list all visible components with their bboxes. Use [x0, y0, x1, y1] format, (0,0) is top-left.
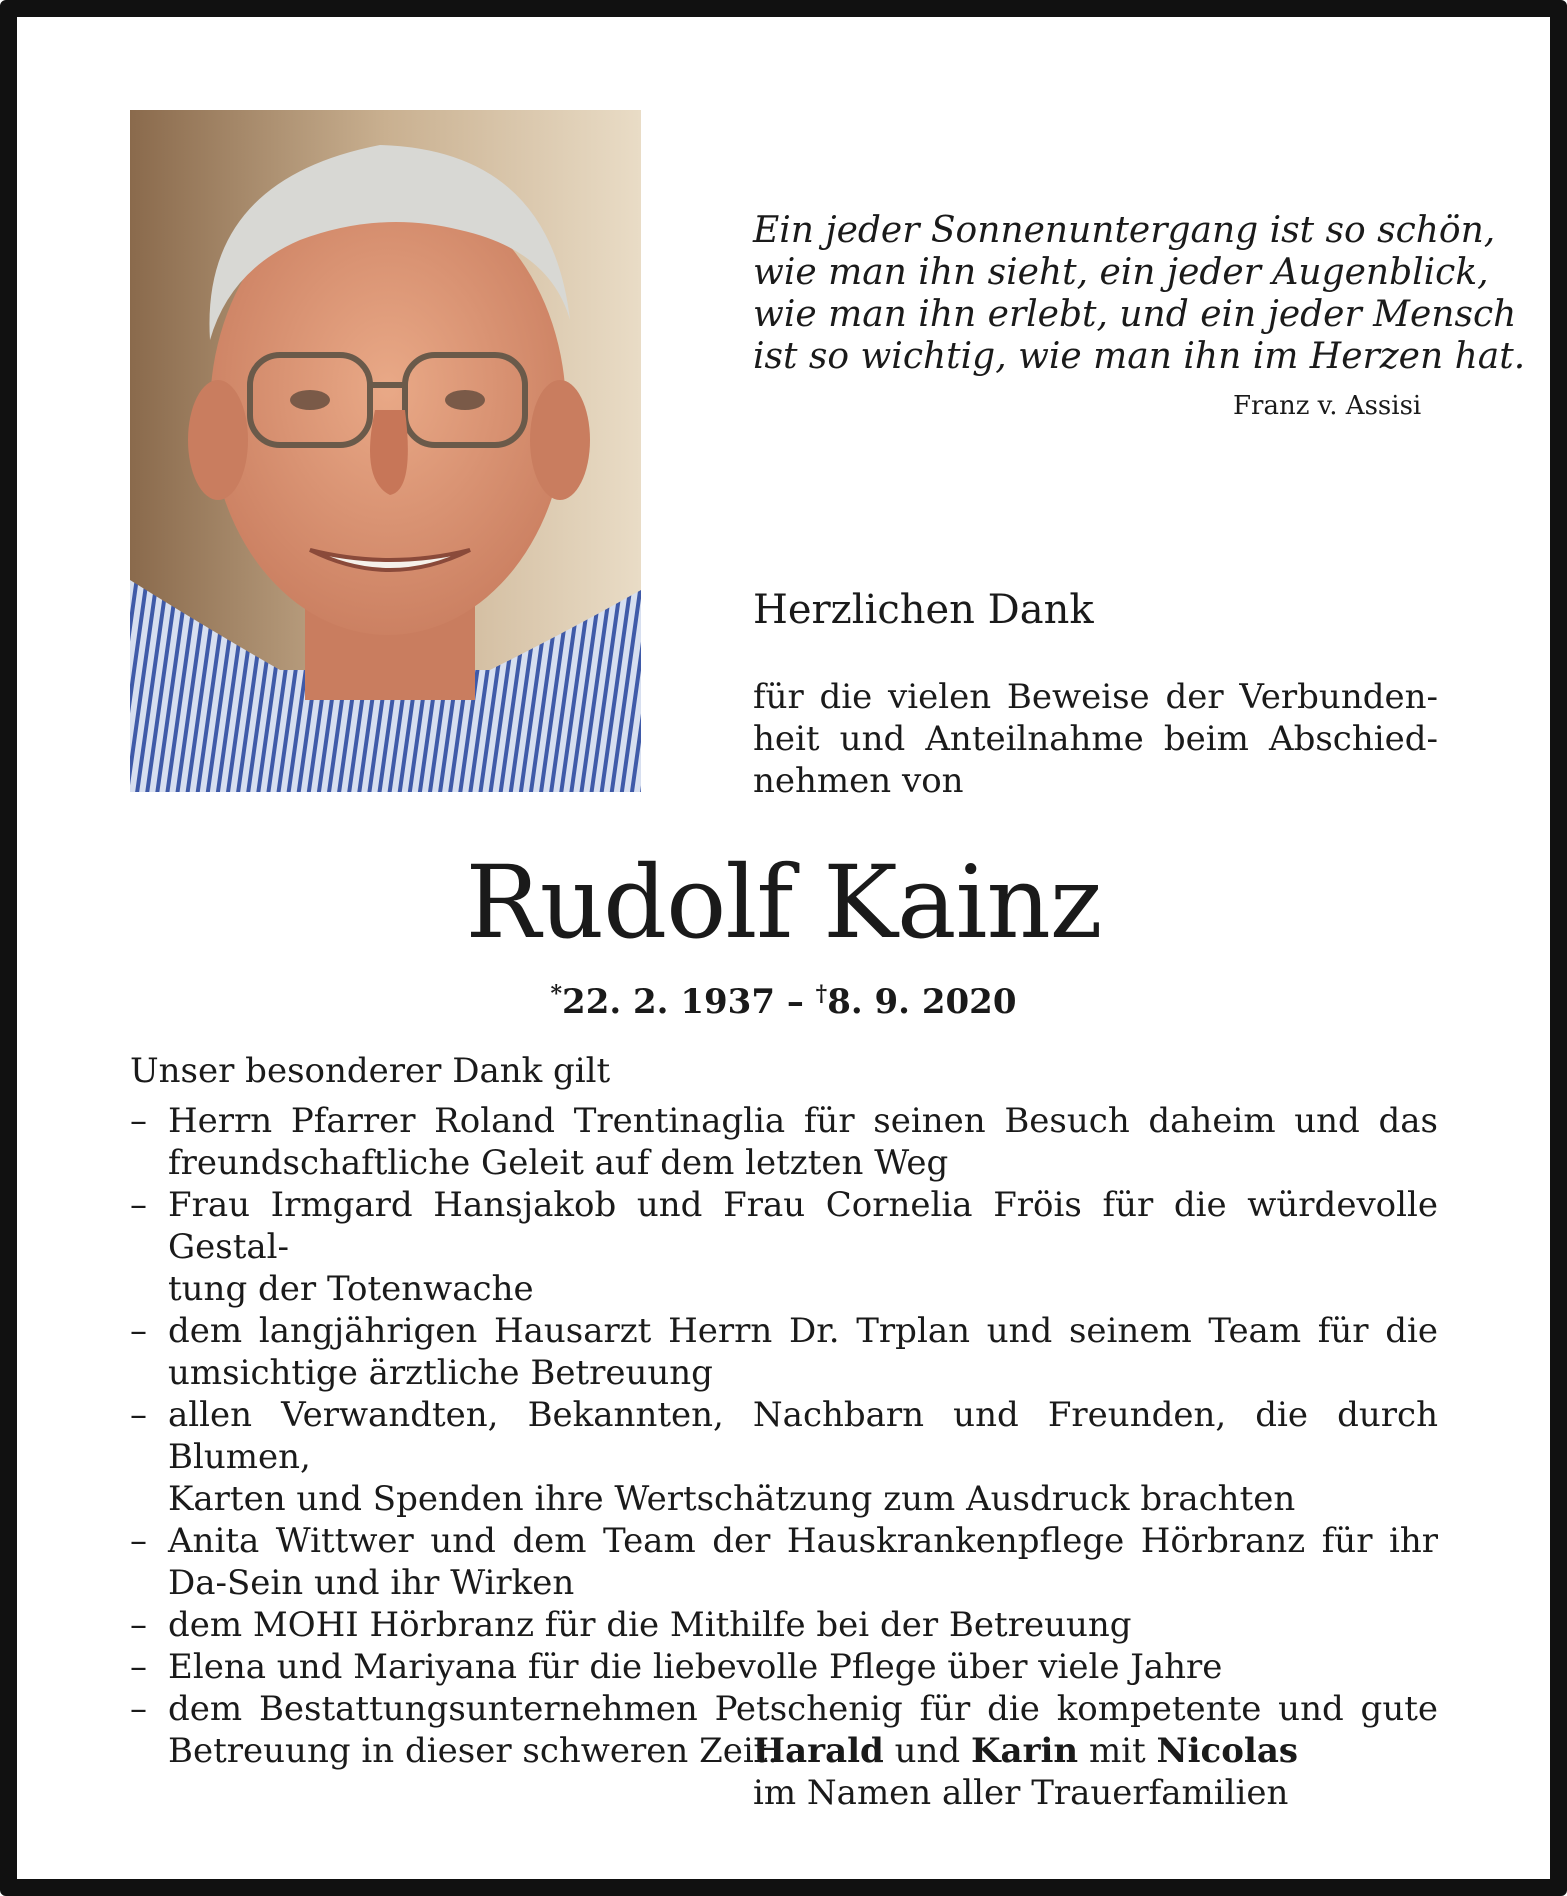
thanks-line: nehmen von [753, 761, 964, 801]
quote-author: Franz v. Assisi [1233, 391, 1422, 421]
signer-name: Karin [970, 1731, 1079, 1771]
quote-line: wie man ihn sieht, ein jeder Augenblick, [753, 252, 1489, 293]
thanks-text [753, 676, 1438, 802]
list-item [130, 1604, 1438, 1646]
thanks-title: Herzlichen Dank [753, 587, 1094, 633]
list-item-line: Frau Irmgard Hansjakob und Frau Cornelia Fröis für die würdevolle Gestal- [168, 1185, 1438, 1267]
acknowledgements-intro: Unser besonderer Dank gilt [130, 1051, 611, 1091]
list-item-line: dem MOHI Hörbranz für die Mithilfe bei der Betreuung [168, 1605, 1132, 1645]
dash-bullet: – [130, 1311, 147, 1351]
birth-symbol: * [550, 981, 563, 1007]
list-item-line: Anita Wittwer und dem Team der Hauskrankenpflege Hörbranz für ihr [168, 1521, 1438, 1561]
quote-block [753, 210, 1526, 378]
portrait-photo [130, 110, 641, 792]
life-dates [0, 972, 1567, 1024]
list-item-line: Elena und Mariyana für die liebevolle Pflege über viele Jahre [168, 1647, 1223, 1687]
death-date: 8. 9. 2020 [827, 982, 1017, 1022]
list-item-line: Herrn Pfarrer Roland Trentinaglia für seinen Besuch daheim und das [168, 1101, 1438, 1141]
list-item-line: Betreuung in dieser schweren Zeit. [168, 1731, 779, 1771]
list-item [130, 1184, 1438, 1310]
list-item [130, 1520, 1438, 1604]
list-item [130, 1394, 1438, 1520]
deceased-name: Rudolf Kainz [465, 844, 1102, 961]
signature-conjunction: und [894, 1731, 961, 1771]
birth-date: 22. 2. 1937 [562, 982, 775, 1022]
signer-name: Nicolas [1156, 1731, 1298, 1771]
dash-bullet: – [130, 1101, 147, 1141]
list-item-line: dem Bestattungsunternehmen Petschenig für die kompetente und gute [168, 1689, 1438, 1729]
list-item [130, 1646, 1438, 1688]
quote-line: wie man ihn erlebt, und ein jeder Mensch [753, 294, 1517, 335]
quote-line: ist so wichtig, wie man ihn im Herzen hat. [753, 336, 1526, 377]
acknowledgements-list [130, 1100, 1438, 1772]
list-item-line: Da-Sein und ihr Wirken [168, 1563, 575, 1603]
dash-bullet: – [130, 1689, 147, 1729]
list-item [130, 1100, 1438, 1184]
list-item-line: tung der Totenwache [168, 1269, 534, 1309]
signature-conjunction: mit [1088, 1731, 1146, 1771]
list-item-line: dem langjährigen Hausarzt Herrn Dr. Trplan und seinem Team für die [168, 1311, 1438, 1351]
dash-bullet: – [130, 1185, 147, 1225]
signer-name: Harald [753, 1731, 884, 1771]
thanks-line: für die vielen Beweise der Verbunden- [753, 677, 1438, 717]
quote-line: Ein jeder Sonnenuntergang ist so schön, [753, 210, 1496, 251]
list-item-line: allen Verwandten, Bekannten, Nachbarn und Freunden, die durch Blumen, [168, 1395, 1438, 1477]
list-item-line: Karten und Spenden ihre Wertschätzung zum Ausdruck brachten [168, 1479, 1296, 1519]
thanks-line: heit und Anteilnahme beim Abschied- [753, 719, 1438, 759]
portrait-illustration [130, 110, 641, 792]
dash-bullet: – [130, 1647, 147, 1687]
list-item [130, 1310, 1438, 1394]
dash-bullet: – [130, 1521, 147, 1561]
list-item-line: umsichtige ärztliche Betreuung [168, 1353, 713, 1393]
date-separator: – [774, 982, 816, 1022]
signature-names [753, 1730, 1298, 1772]
signature-block [753, 1730, 1298, 1814]
dash-bullet: – [130, 1395, 147, 1435]
signature-subline: im Namen aller Trauerfamilien [753, 1773, 1289, 1813]
death-symbol: † [815, 981, 828, 1007]
list-item-line: freundschaftliche Geleit auf dem letzten Weg [168, 1143, 949, 1183]
dash-bullet: – [130, 1605, 147, 1645]
